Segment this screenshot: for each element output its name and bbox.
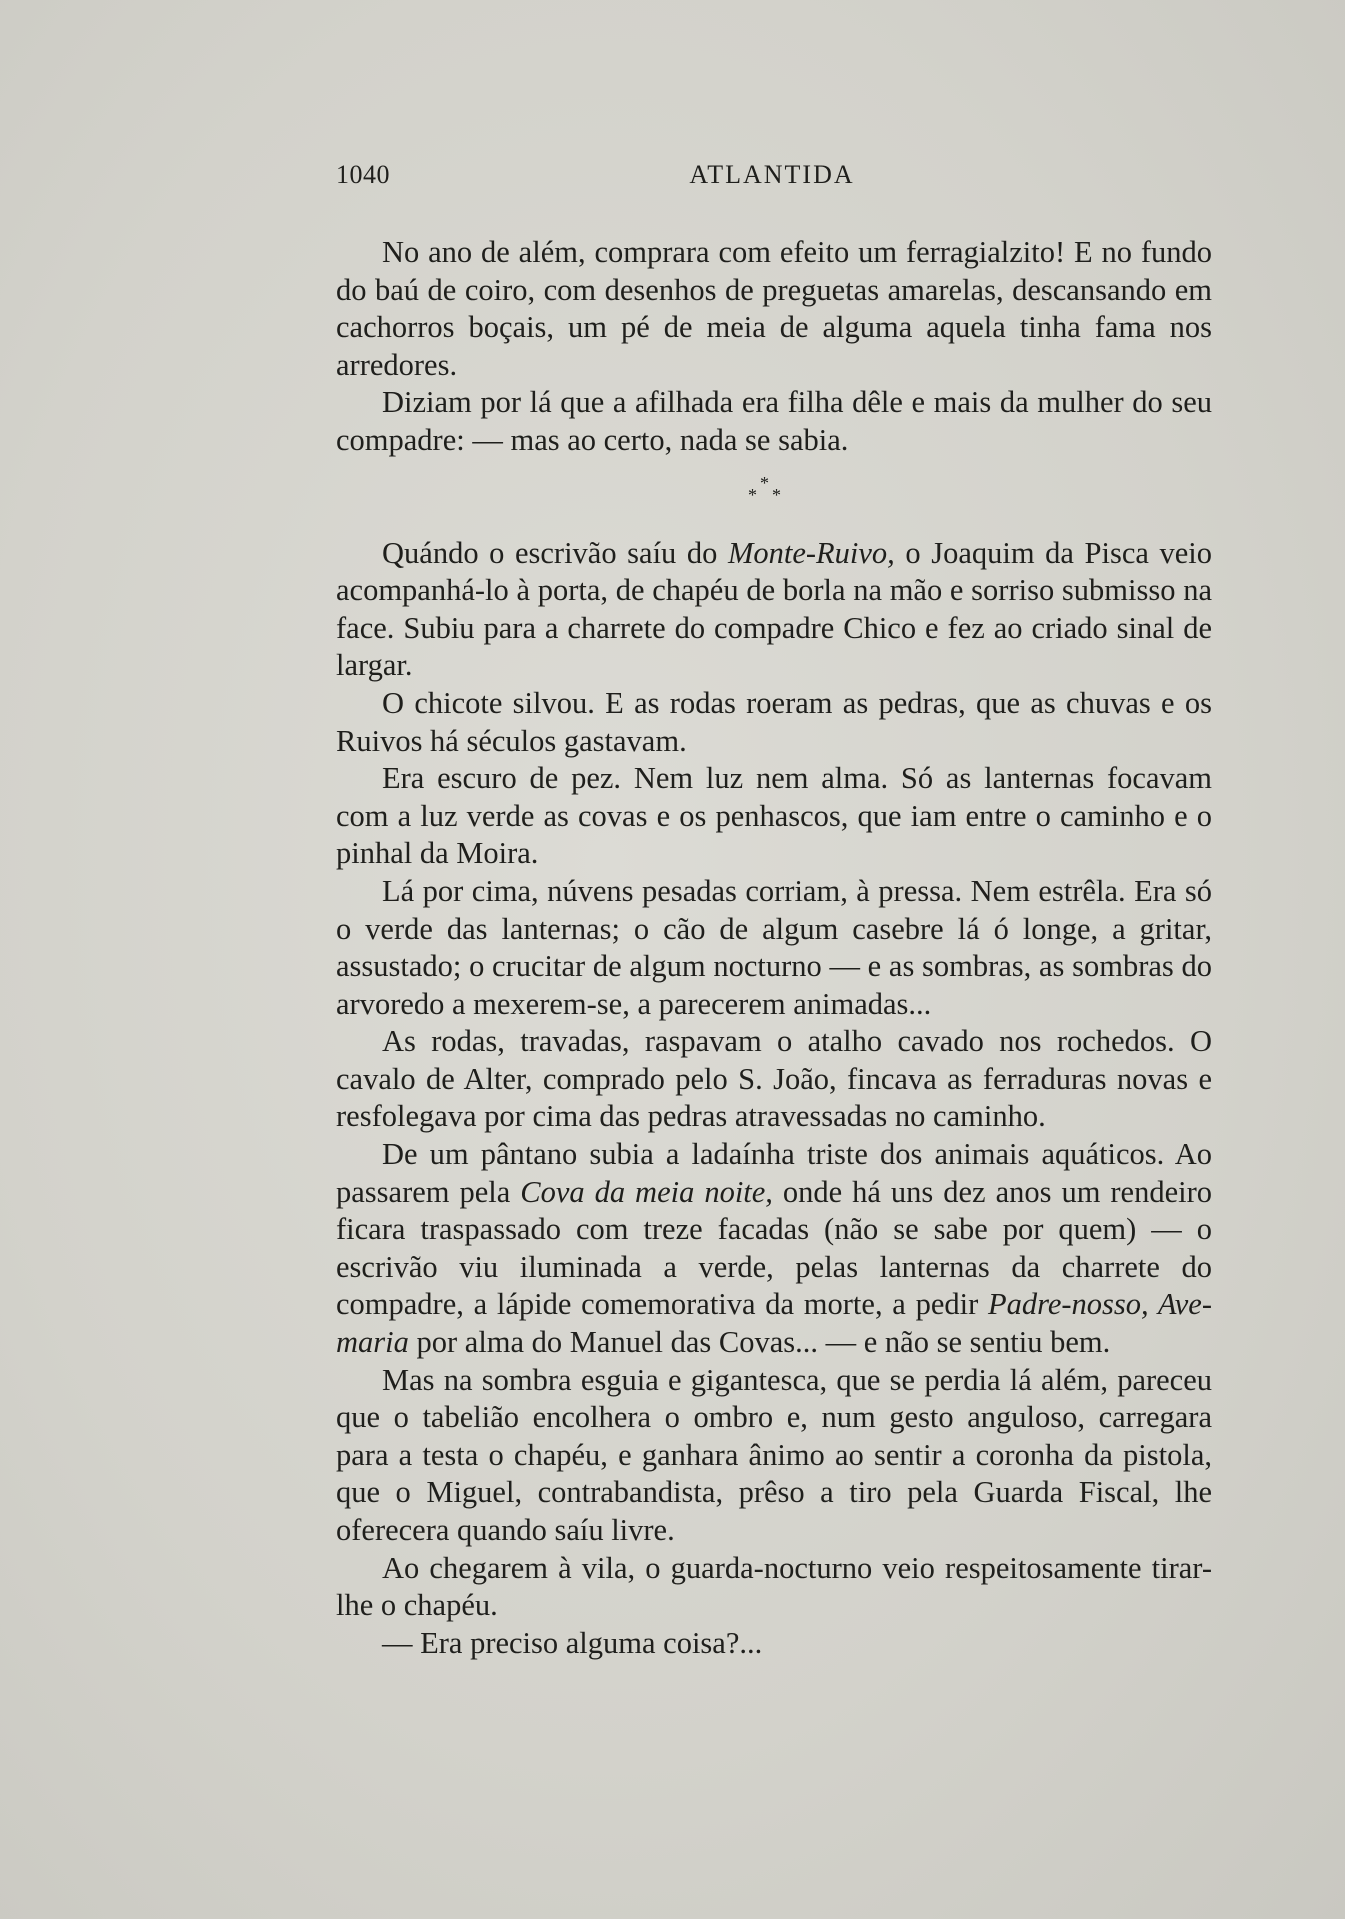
italic-place-name: Cova da meia noite, [520, 1174, 773, 1209]
paragraph: Mas na sombra esguia e gigantesca, que se perdia lá além, pareceu que o tabelião encolhera o ombro e, num gesto anguloso, carregara para a testa o chapéu, e ganhara ânimo ao sentir a coronha da pistola, que o Miguel, contrabandista, prêso a tiro pela Guarda Fiscal, lhe oferecera quando saíu livre. [336, 1362, 1212, 1547]
asterisk-right: * [772, 484, 781, 505]
section-separator-asterism [336, 460, 1212, 535]
paragraph: Quándo o escrivão saíu do Monte-Ruivo, o Joaquim da Pisca veio acompanhá-lo à porta, de chapéu de borla na mão e sorriso submisso na face. Subiu para a charrete do compadre Chico e fez ao criado sinal de largar. [336, 535, 1212, 683]
paragraph: O chicote silvou. E as rodas roeram as pedras, que as chuvas e os Ruivos há séculos gastavam. [336, 685, 1212, 758]
paragraph: As rodas, travadas, raspavam o atalho cavado nos rochedos. O cavalo de Alter, comprado pelo S. João, fincava as ferraduras novas e resfolegava por cima das pedras atravessadas no caminho. [336, 1024, 1212, 1134]
paragraph: Ao chegarem à vila, o guarda-nocturno veio respeitosamente tirar-lhe o chapéu. [336, 1550, 1212, 1623]
paragraph: De um pântano subia a ladaínha triste dos animais aquáticos. Ao passarem pela Cova da meia noite, onde há uns dez anos um rendeiro ficara traspassado com treze facadas (não se sabe por quem) — o escrivão viu iluminada a verde, pelas lanternas da charrete do compadre, a lápide comemorativa da morte, a pedir Padre-nosso, Ave-maria por alma do Manuel das Covas... — e não se sentiu bem. [336, 1137, 1213, 1360]
paragraph: Era escuro de pez. Nem luz nem alma. Só as lanternas focavam com a luz verde as covas e os penhascos, que iam entre o caminho e o pinhal da Moira. [336, 761, 1212, 871]
page-number: 1040 [336, 160, 390, 189]
asterisk-top: * [760, 472, 769, 493]
paragraph: Diziam por lá que a afilhada era filha dêle e mais da mulher do seu compadre: — mas ao certo, nada se sabia. [336, 385, 1212, 457]
paragraph: Lá por cima, núvens pesadas corriam, à pressa. Nem estrêla. Era só o verde das lanternas; o cão de algum casebre lá ó longe, a gritar, assustado; o crucitar de algum nocturno — e as sombras, as sombras do arvoredo a mexerem-se, a parecerem animadas... [336, 873, 1212, 1021]
asterisk-left: * [748, 484, 757, 505]
italic-prayer-names: Padre-nosso, Ave-maria [336, 1287, 1213, 1360]
italic-place-name: Monte-Ruivo, [727, 535, 895, 570]
running-title: ATLANTIDA [689, 160, 855, 189]
page-header [336, 160, 1208, 200]
body-text [336, 234, 1212, 1662]
paragraph: No ano de além, comprara com efeito um ferragialzito! E no fundo do baú de coiro, com desenhos de preguetas amarelas, descansando em cachorros boçais, um pé de meia de alguma aquela tinha fama nos arredores. [336, 235, 1212, 382]
dialogue-line: — Era preciso alguma coisa?... [382, 1625, 763, 1660]
